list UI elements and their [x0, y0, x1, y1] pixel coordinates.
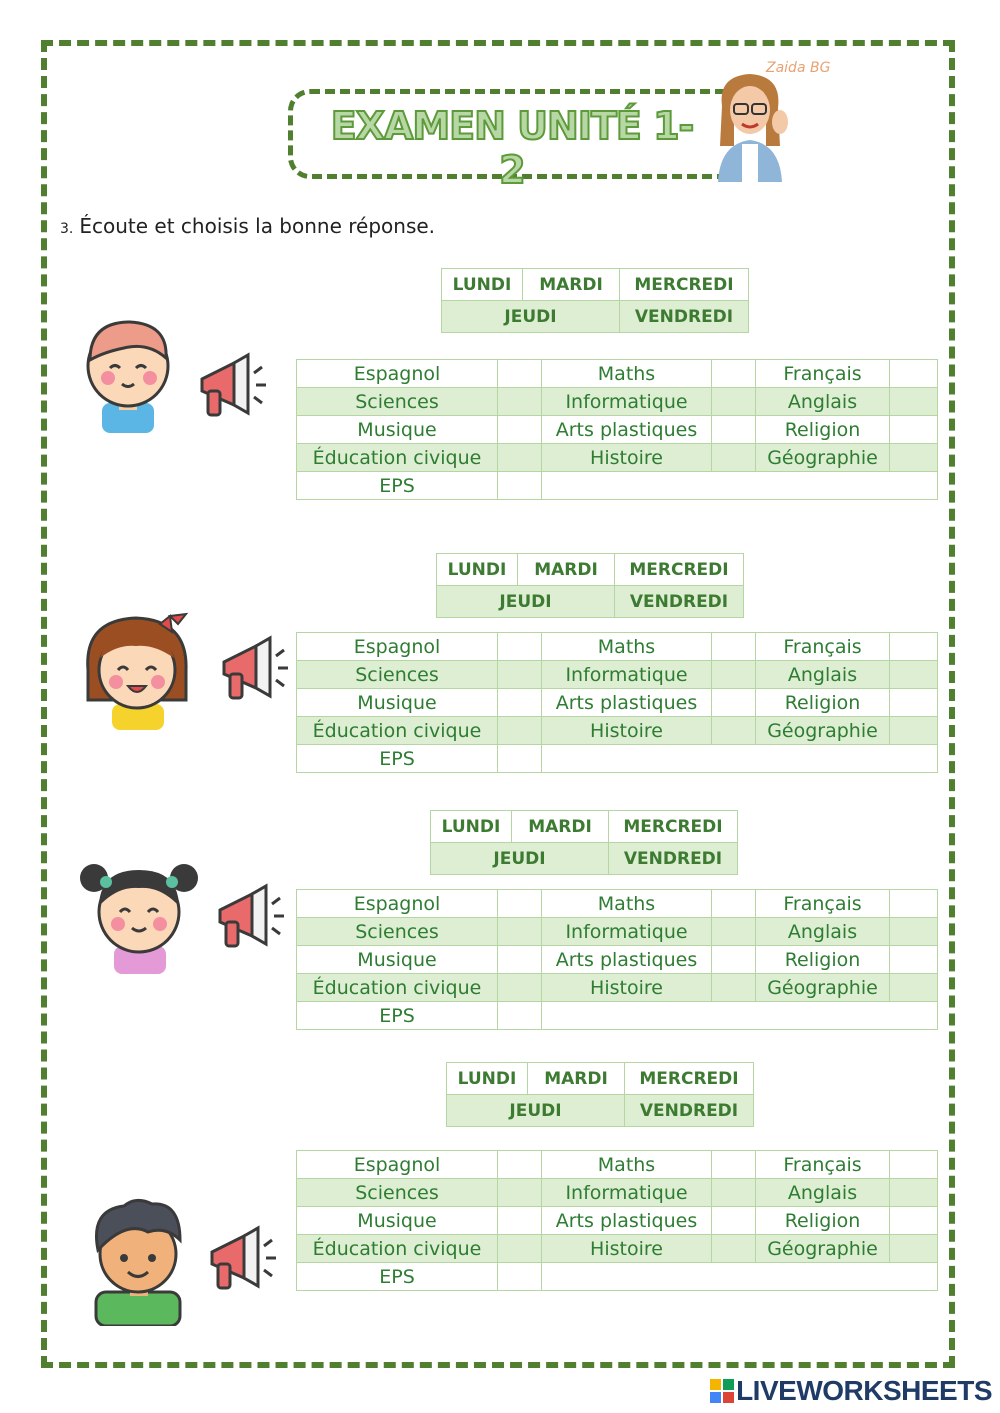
subject-maths: Maths [542, 633, 712, 661]
day-option-mercredi[interactable]: MERCREDI [609, 811, 738, 843]
days-table [441, 268, 749, 333]
subject-espagnol: Espagnol [297, 1151, 498, 1179]
subject-histoire: Histoire [542, 974, 712, 1002]
answer-box[interactable] [498, 444, 542, 472]
subject-maths: Maths [542, 360, 712, 388]
subject-histoire: Histoire [542, 717, 712, 745]
subject-francais: Français [756, 633, 890, 661]
day-option-lundi[interactable]: LUNDI [437, 554, 518, 586]
empty-cell [542, 1002, 938, 1030]
answer-box[interactable] [890, 416, 938, 444]
day-option-mardi[interactable]: MARDI [512, 811, 609, 843]
subject-anglais: Anglais [756, 388, 890, 416]
liveworksheets-logo-icon [710, 1379, 734, 1403]
subject-eps: EPS [297, 1263, 498, 1291]
day-option-mercredi[interactable]: MERCREDI [615, 554, 744, 586]
page-title: EXAMEN UNITÉ 1- 2 [330, 104, 694, 192]
subject-religion: Religion [756, 946, 890, 974]
answer-box[interactable] [712, 974, 756, 1002]
subject-education-civique: Éducation civique [297, 974, 498, 1002]
subject-informatique: Informatique [542, 661, 712, 689]
megaphone-icon[interactable] [208, 876, 288, 956]
boy-pink-hair-icon [64, 308, 194, 438]
answer-box[interactable] [712, 388, 756, 416]
instruction-number: 3. [60, 221, 74, 237]
teacher-avatar-icon [708, 66, 792, 182]
subject-maths: Maths [542, 1151, 712, 1179]
subject-informatique: Informatique [542, 1179, 712, 1207]
subject-eps: EPS [297, 1002, 498, 1030]
girl-red-bow-icon [74, 604, 204, 734]
answer-box[interactable] [498, 661, 542, 689]
subject-sciences: Sciences [297, 918, 498, 946]
subject-geographie: Géographie [756, 1235, 890, 1263]
answer-box[interactable] [712, 1179, 756, 1207]
day-option-lundi[interactable]: LUNDI [431, 811, 512, 843]
answer-box[interactable] [498, 1151, 542, 1179]
subject-religion: Religion [756, 416, 890, 444]
answer-box[interactable] [498, 472, 542, 500]
answer-box[interactable] [498, 745, 542, 773]
day-option-mercredi[interactable]: MERCREDI [625, 1063, 754, 1095]
answer-box[interactable] [712, 1235, 756, 1263]
subject-arts-plastiques: Arts plastiques [542, 1207, 712, 1235]
answer-box[interactable] [712, 717, 756, 745]
answer-box[interactable] [498, 974, 542, 1002]
day-option-mardi[interactable]: MARDI [523, 269, 620, 301]
megaphone-icon[interactable] [190, 345, 270, 425]
answer-box[interactable] [712, 946, 756, 974]
subject-espagnol: Espagnol [297, 890, 498, 918]
subject-francais: Français [756, 360, 890, 388]
answer-box[interactable] [712, 633, 756, 661]
subject-espagnol: Espagnol [297, 633, 498, 661]
day-option-vendredi[interactable]: VENDREDI [625, 1095, 754, 1127]
days-table [446, 1062, 754, 1127]
answer-box[interactable] [890, 633, 938, 661]
days-table [436, 553, 744, 618]
instruction [60, 214, 435, 238]
answer-box[interactable] [712, 360, 756, 388]
day-option-mercredi[interactable]: MERCREDI [620, 269, 749, 301]
subject-musique: Musique [297, 1207, 498, 1235]
subject-musique: Musique [297, 416, 498, 444]
subject-anglais: Anglais [756, 1179, 890, 1207]
answer-box[interactable] [498, 946, 542, 974]
day-option-lundi[interactable]: LUNDI [442, 269, 523, 301]
subject-geographie: Géographie [756, 717, 890, 745]
subject-histoire: Histoire [542, 444, 712, 472]
answer-box[interactable] [712, 1207, 756, 1235]
answer-box[interactable] [498, 1235, 542, 1263]
instruction-text: Écoute et choisis la bonne réponse. [79, 214, 436, 238]
day-option-jeudi[interactable]: JEUDI [447, 1095, 625, 1127]
day-option-jeudi[interactable]: JEUDI [442, 301, 620, 333]
subject-religion: Religion [756, 689, 890, 717]
day-option-lundi[interactable]: LUNDI [447, 1063, 528, 1095]
answer-box[interactable] [498, 416, 542, 444]
subject-informatique: Informatique [542, 918, 712, 946]
answer-box[interactable] [890, 918, 938, 946]
answer-box[interactable] [890, 974, 938, 1002]
subjects-table [296, 359, 938, 500]
answer-box[interactable] [890, 388, 938, 416]
subject-anglais: Anglais [756, 918, 890, 946]
day-option-mardi[interactable]: MARDI [518, 554, 615, 586]
subject-francais: Français [756, 1151, 890, 1179]
answer-box[interactable] [890, 1235, 938, 1263]
megaphone-icon[interactable] [212, 628, 292, 708]
answer-box[interactable] [498, 1179, 542, 1207]
subject-education-civique: Éducation civique [297, 717, 498, 745]
day-option-mardi[interactable]: MARDI [528, 1063, 625, 1095]
subject-religion: Religion [756, 1207, 890, 1235]
answer-box[interactable] [498, 918, 542, 946]
answer-box[interactable] [498, 689, 542, 717]
answer-box[interactable] [498, 388, 542, 416]
subject-sciences: Sciences [297, 1179, 498, 1207]
subject-arts-plastiques: Arts plastiques [542, 689, 712, 717]
megaphone-icon[interactable] [200, 1218, 280, 1298]
answer-box[interactable] [712, 890, 756, 918]
day-option-jeudi[interactable]: JEUDI [437, 586, 615, 618]
answer-box[interactable] [712, 444, 756, 472]
subjects-table [296, 889, 938, 1030]
subject-geographie: Géographie [756, 444, 890, 472]
subject-espagnol: Espagnol [297, 360, 498, 388]
answer-box[interactable] [498, 890, 542, 918]
day-option-vendredi[interactable]: VENDREDI [615, 586, 744, 618]
subject-maths: Maths [542, 890, 712, 918]
answer-box[interactable] [712, 918, 756, 946]
day-option-vendredi[interactable]: VENDREDI [609, 843, 738, 875]
subject-education-civique: Éducation civique [297, 444, 498, 472]
subjects-table [296, 1150, 938, 1291]
answer-box[interactable] [712, 661, 756, 689]
answer-box[interactable] [498, 1207, 542, 1235]
day-option-jeudi[interactable]: JEUDI [431, 843, 609, 875]
empty-cell [542, 1263, 938, 1291]
subject-francais: Français [756, 890, 890, 918]
subject-geographie: Géographie [756, 974, 890, 1002]
answer-box[interactable] [890, 360, 938, 388]
answer-box[interactable] [890, 661, 938, 689]
answer-box[interactable] [498, 717, 542, 745]
girl-pigtails-icon [76, 848, 206, 978]
subject-musique: Musique [297, 946, 498, 974]
answer-box[interactable] [890, 946, 938, 974]
subjects-table [296, 632, 938, 773]
subject-histoire: Histoire [542, 1235, 712, 1263]
day-option-vendredi[interactable]: VENDREDI [620, 301, 749, 333]
subject-arts-plastiques: Arts plastiques [542, 416, 712, 444]
answer-box[interactable] [890, 890, 938, 918]
boy-dark-hair-icon [76, 1196, 206, 1326]
empty-cell [542, 472, 938, 500]
answer-box[interactable] [890, 444, 938, 472]
subject-musique: Musique [297, 689, 498, 717]
answer-box[interactable] [498, 1002, 542, 1030]
answer-box[interactable] [890, 717, 938, 745]
subject-informatique: Informatique [542, 388, 712, 416]
answer-box[interactable] [712, 416, 756, 444]
answer-box[interactable] [498, 633, 542, 661]
answer-box[interactable] [712, 1151, 756, 1179]
subject-sciences: Sciences [297, 388, 498, 416]
answer-box[interactable] [890, 1179, 938, 1207]
empty-cell [542, 745, 938, 773]
liveworksheets-brand[interactable] [710, 1376, 992, 1406]
subject-eps: EPS [297, 472, 498, 500]
subject-anglais: Anglais [756, 661, 890, 689]
subject-sciences: Sciences [297, 661, 498, 689]
brand-name: LIVEWORKSHEETS [736, 1375, 992, 1406]
answer-box[interactable] [498, 1263, 542, 1291]
answer-box[interactable] [890, 1151, 938, 1179]
answer-box[interactable] [890, 1207, 938, 1235]
subject-arts-plastiques: Arts plastiques [542, 946, 712, 974]
answer-box[interactable] [498, 360, 542, 388]
author-name: Zaida BG [766, 60, 831, 76]
subject-eps: EPS [297, 745, 498, 773]
answer-box[interactable] [890, 689, 938, 717]
answer-box[interactable] [712, 689, 756, 717]
subject-education-civique: Éducation civique [297, 1235, 498, 1263]
days-table [430, 810, 738, 875]
